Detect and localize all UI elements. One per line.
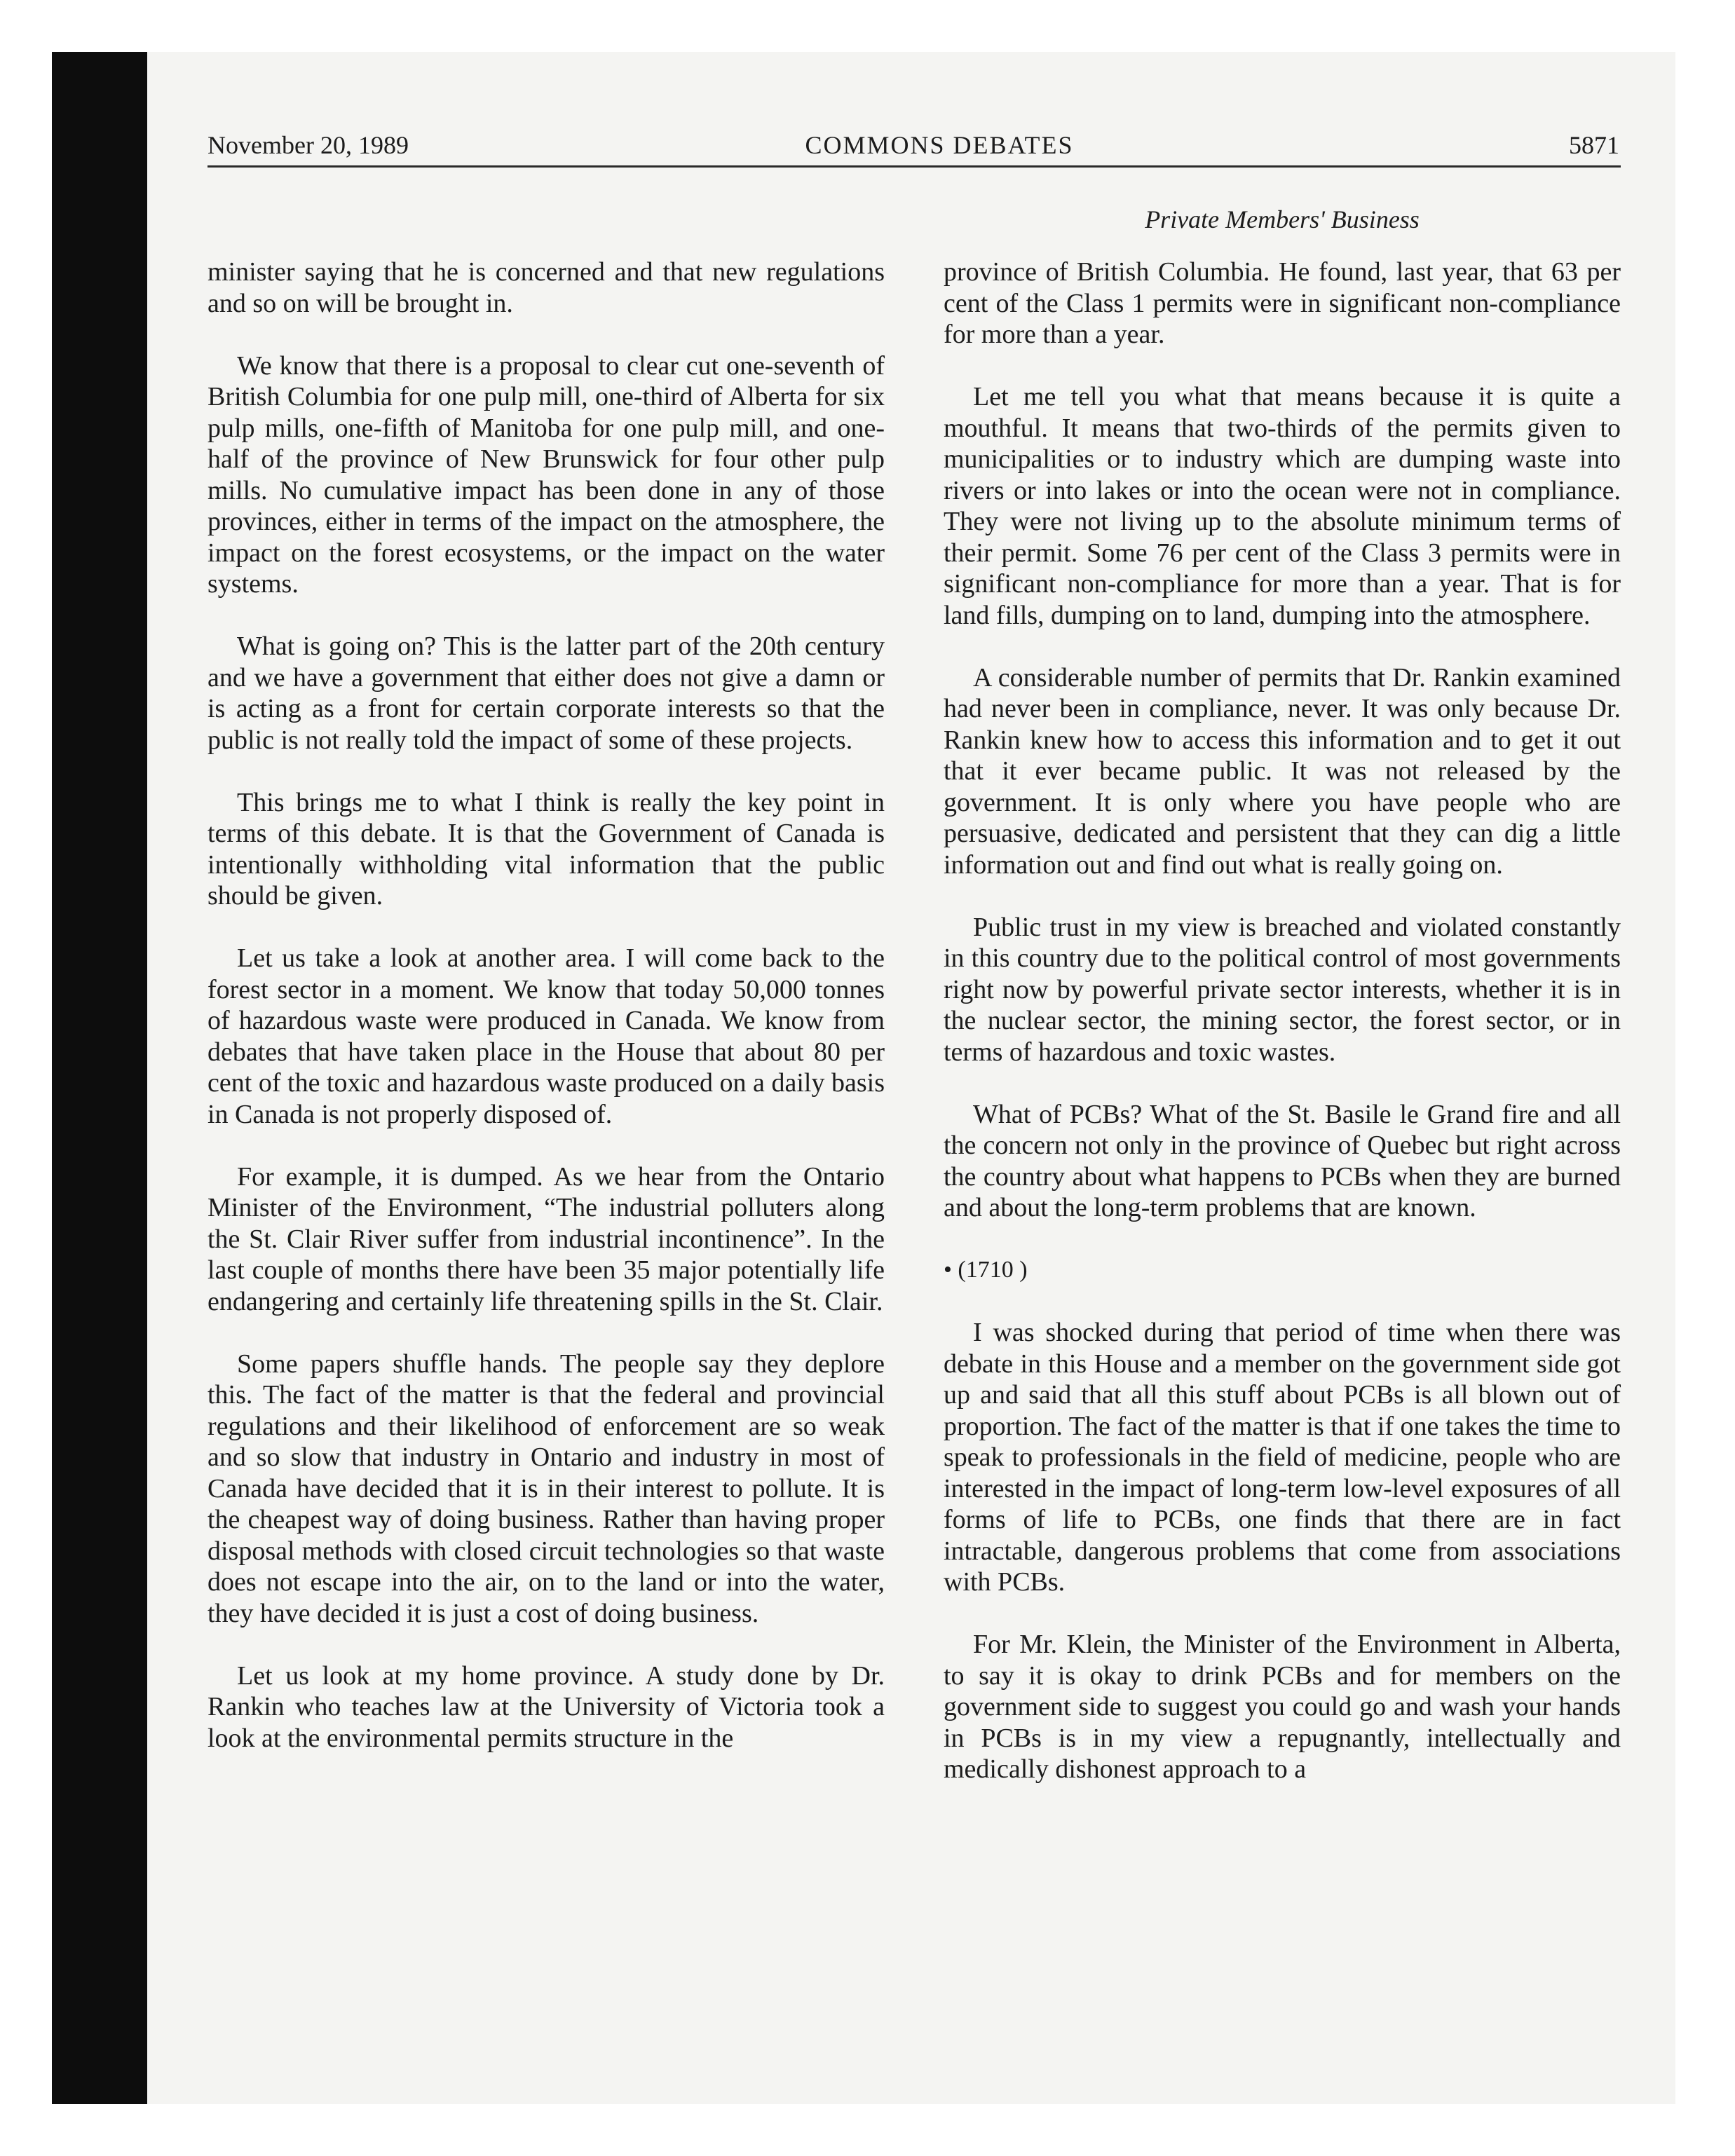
paragraph: minister saying that he is concerned and that new regulations and so on will be brought in. bbox=[207, 257, 885, 318]
paragraph: Some papers shuffle hands. The people say they deplore this. The fact of the matter is that the federal and provincial regulations and their likelihood of enforcement are so weak and so slow that industry in Ontario and industry in most of Canada have decided that it is in their interest to pollute. It is the cheapest way of doing business. Rather than having proper disposal methods with closed circuit technologies so that waste does not escape into the air, on to the land or into the water, they have decided it is just a cost of doing business. bbox=[207, 1349, 885, 1628]
left-column bbox=[207, 257, 885, 1785]
paragraph: Let us look at my home province. A study done by Dr. Rankin who teaches law at the University of Victoria took a look at the environmental permits structure in the bbox=[207, 1660, 885, 1753]
paragraph: For example, it is dumped. As we hear from the Ontario Minister of the Environment, “The industrial polluters along the St. Clair River suffer from industrial incontinence”. In the last couple of months there have been 35 major potentially life endangering and certainly life threatening spills in the St. Clair. bbox=[207, 1161, 885, 1316]
right-column bbox=[944, 257, 1621, 1816]
paragraph: This brings me to what I think is really the key point in terms of this debate. It is that the Government of Canada is intentionally withholding vital information that the public should be given. bbox=[207, 787, 885, 910]
header-title: COMMONS DEBATES bbox=[805, 131, 1074, 159]
page-number: 5871 bbox=[1569, 131, 1619, 159]
paragraph: Let me tell you what that means because it is quite a mouthful. It means that two-thirds of the permits given to municipalities or to industry which are dumping waste into rivers or into lakes or into the ocean were not in compliance. They were not living up to the absolute minimum terms of their permit. Some 76 per cent of the Class 3 permits were in significant non-compliance for more than a year. That is for land fills, dumping on to land, dumping into the atmosphere. bbox=[944, 382, 1621, 630]
section-heading: Private Members' Business bbox=[1145, 205, 1420, 233]
scan-border bbox=[52, 52, 147, 2104]
header-date: November 20, 1989 bbox=[207, 131, 409, 159]
paragraph: What is going on? This is the latter part of the 20th century and we have a government that either does not give a damn or is acting as a front for certain corporate interests so that the public is not really told the impact of some of these projects. bbox=[207, 632, 885, 755]
paragraph: What of PCBs? What of the St. Basile le Grand fire and all the concern not only in the province of Quebec but right across the country about what happens to PCBs when they are burned and about the long-term problems that are known. bbox=[944, 1099, 1621, 1222]
paragraph: For Mr. Klein, the Minister of the Environment in Alberta, to say it is okay to drink PCBs and for members on the government side to suggest you could go and wash your hands in PCBs is in my view a repugnantly, intellectually and medically dishonest approach to a bbox=[944, 1630, 1621, 1784]
paragraph: We know that there is a proposal to clear cut one-seventh of British Columbia for one pulp mill, one-third of Alberta for six pulp mills, one-fifth of Manitoba for one pulp mill, and one-half of the province of New Brunswick for four other pulp mills. No cumulative impact has been done in any of those provinces, either in terms of the impact on the atmosphere, the impact on the forest ecosystems, or the impact on the water systems. bbox=[207, 350, 885, 599]
paragraph: I was shocked during that period of time when there was debate in this House and a member on the government side got up and said that all this stuff about PCBs is all blown out of proportion. The fact of the matter is that if one takes the time to speak to professionals in the field of medicine, people who are interested in the impact of long-term low-level exposures of all forms of life to PCBs, one finds that there are in fact intractable, dangerous problems that come from associations with PCBs. bbox=[944, 1318, 1621, 1597]
paragraph: A considerable number of permits that Dr. Rankin examined had never been in compliance, never. It was only because Dr. Rankin knew how to access this information and to get it out that it ever became public. It was not released by the government. It is only where you have people who are persuasive, dedicated and persistent that they can dig a little information out and find out what is really going on. bbox=[944, 662, 1621, 880]
paragraph: Let us take a look at another area. I will come back to the forest sector in a moment. We know that today 50,000 tonnes of hazardous waste were produced in Canada. We know from debates that have taken place in the House that about 80 per cent of the toxic and hazardous waste produced on a daily basis in Canada is not properly disposed of. bbox=[207, 943, 885, 1129]
paragraph: province of British Columbia. He found, last year, that 63 per cent of the Class 1 permits were in significant non-compliance for more than a year. bbox=[944, 257, 1621, 349]
time-marker: • (1710 ) bbox=[944, 1257, 1028, 1283]
header-rule bbox=[207, 165, 1621, 168]
paragraph: Public trust in my view is breached and violated constantly in this country due to the political control of most governments right now by powerful private sector interests, whether it is in the nuclear sector, the mining sector, the forest sector, or in terms of hazardous and toxic wastes. bbox=[944, 912, 1621, 1067]
